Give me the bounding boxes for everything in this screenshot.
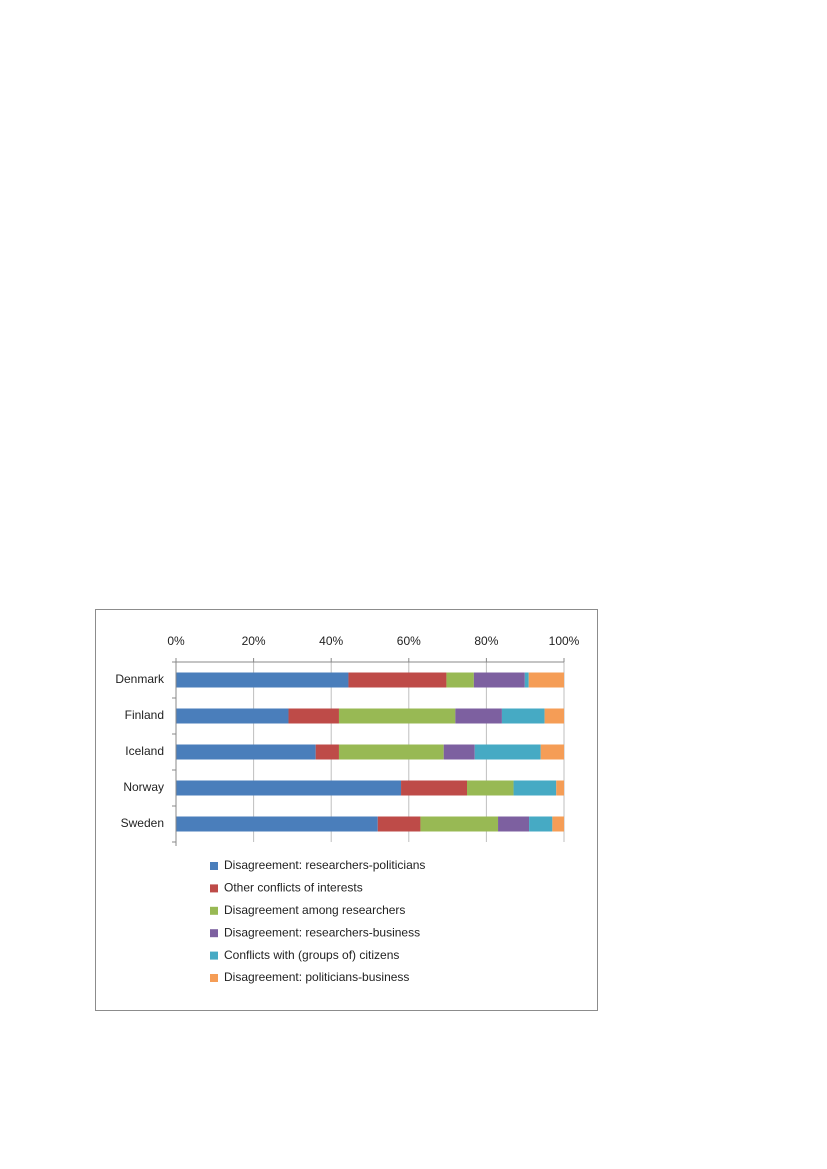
x-tick-label: 100% (548, 634, 580, 649)
legend (210, 858, 425, 984)
legend-label-disagreement-politicians-business: Disagreement: politicians-business (224, 970, 410, 985)
bar-sweden-disagreement-among-researchers (420, 817, 498, 832)
legend-label-conflicts-with-groups-of-citizens: Conflicts with (groups of) citizens (224, 947, 400, 962)
x-tick-labels (167, 634, 579, 648)
bar-finland-disagreement-politicians-business (545, 709, 564, 724)
bar-denmark-disagreement-researchers-business (474, 673, 525, 688)
bar-denmark-disagreement-researchers-politicians (176, 673, 348, 688)
category-label-norway: Norway (123, 780, 164, 795)
legend-label-disagreement-researchers-business: Disagreement: researchers-business (224, 925, 421, 940)
bar-sweden-other-conflicts-of-interests (378, 817, 421, 832)
bar-iceland-other-conflicts-of-interests (316, 745, 339, 760)
bar-sweden-disagreement-researchers-politicians (176, 817, 378, 832)
bar-iceland-disagreement-politicians-business (541, 745, 564, 760)
bar-denmark-conflicts-with-groups-of-citizens (525, 673, 529, 688)
bar-iceland-disagreement-researchers-business (444, 745, 475, 760)
legend-swatch-disagreement-politicians-business (210, 974, 218, 982)
bar-sweden-disagreement-politicians-business (552, 817, 564, 832)
bar-sweden-disagreement-researchers-business (498, 817, 529, 832)
x-tick-label: 40% (319, 634, 344, 649)
bar-iceland-disagreement-researchers-politicians (176, 745, 316, 760)
legend-label-disagreement-researchers-politicians: Disagreement: researchers-politicians (224, 858, 426, 873)
category-label-finland: Finland (124, 708, 164, 723)
bar-finland-other-conflicts-of-interests (289, 709, 339, 724)
bar-finland-disagreement-researchers-business (455, 709, 502, 724)
category-labels (115, 672, 165, 830)
x-tick-label: 0% (167, 634, 185, 649)
legend-swatch-disagreement-among-researchers (210, 907, 218, 915)
legend-label-other-conflicts-of-interests: Other conflicts of interests (224, 880, 363, 895)
stacked-bar-chart (96, 610, 597, 1010)
bar-finland-disagreement-researchers-politicians (176, 709, 289, 724)
x-tick-label: 80% (474, 634, 499, 649)
category-label-sweden: Sweden (120, 816, 164, 831)
bar-denmark-other-conflicts-of-interests (348, 673, 446, 688)
bar-finland-disagreement-among-researchers (339, 709, 455, 724)
bar-norway-disagreement-researchers-politicians (176, 781, 401, 796)
bar-iceland-conflicts-with-groups-of-citizens (475, 745, 541, 760)
bar-sweden-conflicts-with-groups-of-citizens (529, 817, 552, 832)
chart-frame (95, 609, 598, 1011)
x-tick-label: 20% (241, 634, 266, 649)
legend-label-disagreement-among-researchers: Disagreement among researchers (224, 902, 406, 917)
bar-finland-conflicts-with-groups-of-citizens (502, 709, 545, 724)
bars (176, 673, 564, 832)
bar-norway-conflicts-with-groups-of-citizens (514, 781, 557, 796)
bar-norway-disagreement-politicians-business (556, 781, 564, 796)
legend-swatch-disagreement-researchers-politicians (210, 862, 218, 870)
bar-iceland-disagreement-among-researchers (339, 745, 444, 760)
bar-denmark-disagreement-among-researchers (446, 673, 473, 688)
category-label-iceland: Iceland (125, 744, 164, 759)
x-tick-label: 60% (396, 634, 421, 649)
bar-norway-disagreement-among-researchers (467, 781, 514, 796)
bar-norway-other-conflicts-of-interests (401, 781, 467, 796)
legend-swatch-disagreement-researchers-business (210, 929, 218, 937)
category-label-denmark: Denmark (115, 672, 164, 687)
legend-swatch-other-conflicts-of-interests (210, 884, 218, 892)
bar-denmark-disagreement-politicians-business (529, 673, 564, 688)
legend-swatch-conflicts-with-groups-of-citizens (210, 952, 218, 960)
